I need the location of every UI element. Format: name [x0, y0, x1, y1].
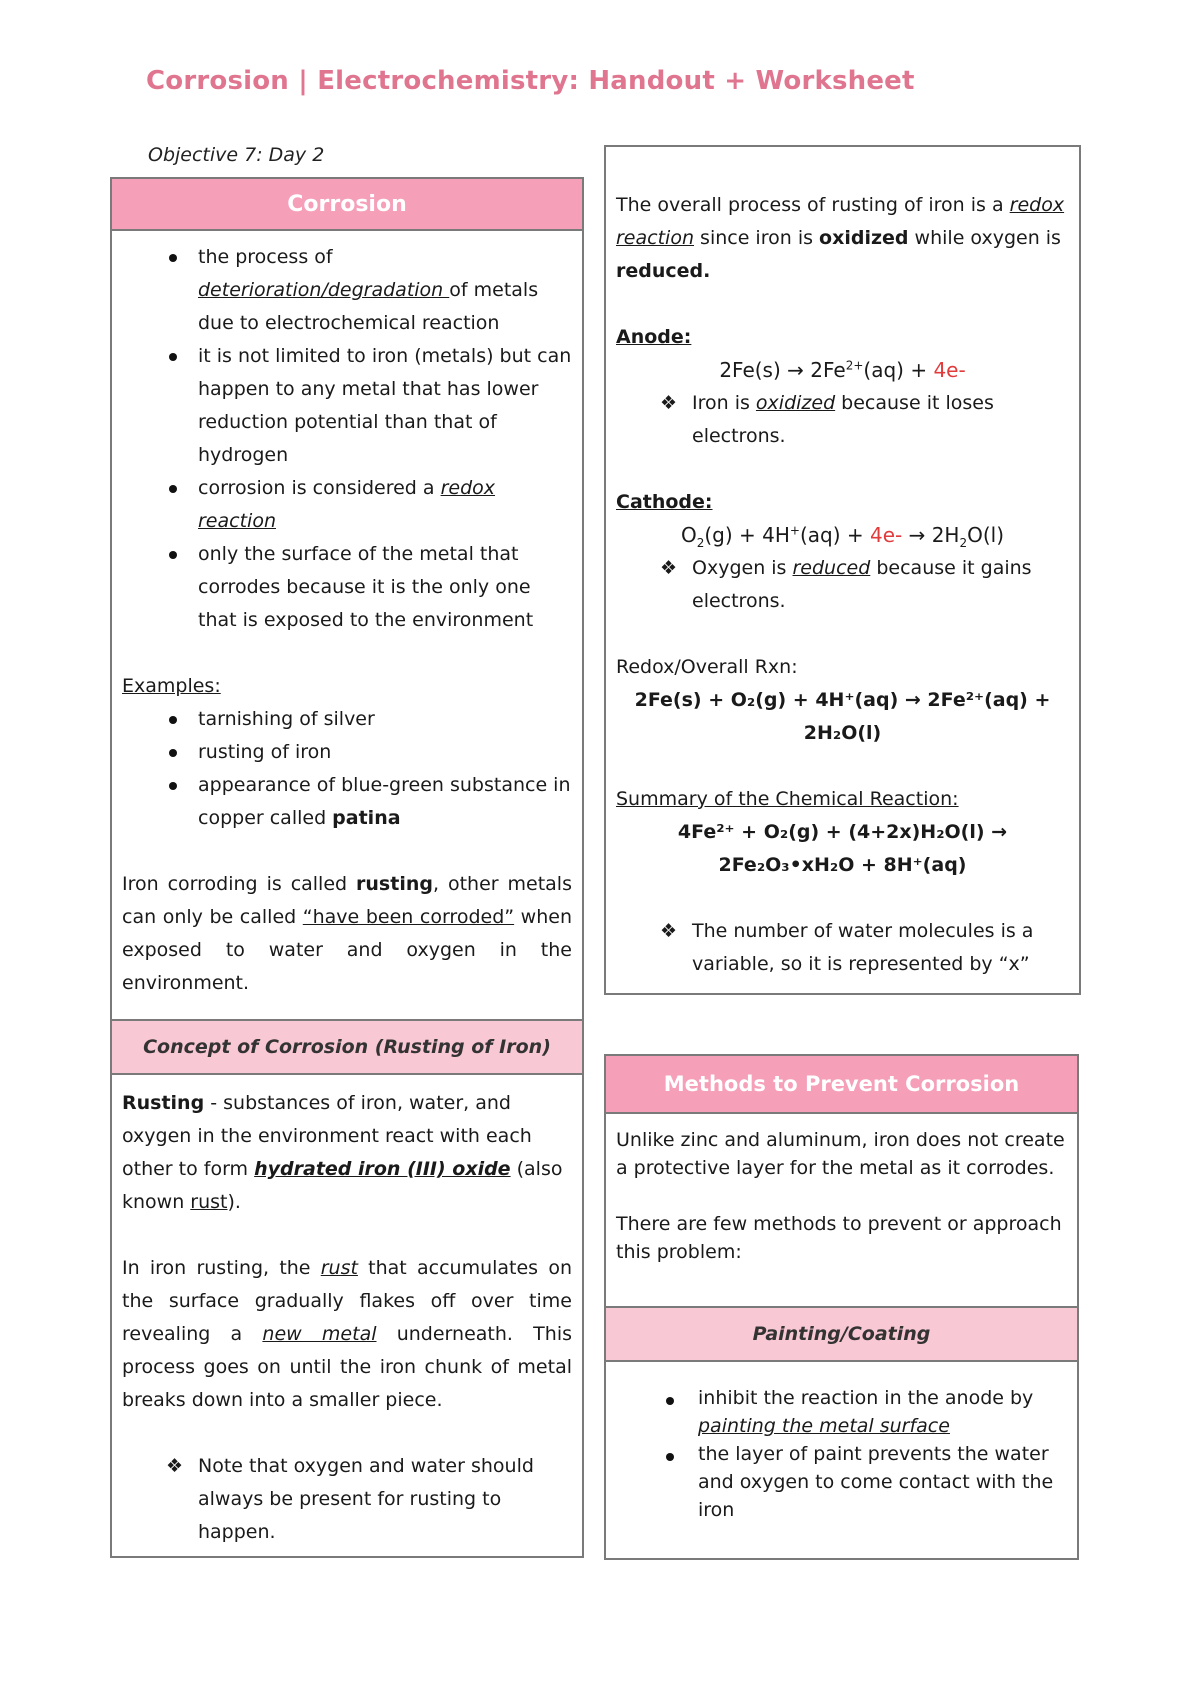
summary-notes [616, 915, 1069, 981]
list-item: the layer of paint prevents the water and oxygen to come contact with the iron [616, 1440, 1067, 1524]
examples-label: Examples: [122, 675, 221, 697]
list-item: appearance of blue-green substance in copper called patina [122, 769, 572, 835]
left-column [110, 177, 584, 1558]
redox-intro: The overall process of rusting of iron is a redox reaction since iron is oxidized while oxygen is reduced. [616, 194, 1065, 282]
methods-box [604, 1054, 1079, 1560]
rusting-paragraph: Iron corroding is called rusting, other metals can only be called “have been corroded” when exposed to water and oxygen in the environment. [122, 873, 572, 994]
methods-para2: There are few methods to prevent or approach this problem: [616, 1213, 1062, 1263]
overall-equation-line1: 2Fe(s) + O₂(g) + 4H⁺(aq) → 2Fe²⁺(aq) + [634, 689, 1051, 711]
corrosion-section [112, 231, 582, 1010]
cathode-notes [616, 552, 1069, 618]
corrosion-header: Corrosion [112, 179, 582, 231]
methods-para1: Unlike zinc and aluminum, iron does not create a protective layer for the metal as it corrodes. [616, 1129, 1065, 1179]
concept-section [112, 1077, 582, 1559]
cathode-equation: $O_2(g) + 4H^+(aq) + 4e- \to 2H_2O(l)$ [680, 523, 1005, 550]
redox-column [604, 145, 1081, 995]
painting-bullets [616, 1384, 1067, 1524]
anode-notes [616, 387, 1069, 453]
list-item: the process of deterioration/degradation of metals due to electrochemical reaction [122, 241, 572, 340]
objective-label: Objective 7: Day 2 [148, 144, 325, 166]
methods-section [606, 1114, 1077, 1276]
corrosion-box [110, 177, 584, 1558]
anode-label: Anode: [616, 326, 692, 348]
list-item: ❖ The number of water molecules is a variable, so it is represented by “x” [616, 915, 1069, 981]
summary-equation-line1: 4Fe²⁺ + O₂(g) + (4+2x)H₂O(l) → [677, 821, 1008, 843]
concept-notes [122, 1450, 572, 1549]
corrosion-bullets [122, 241, 572, 637]
methods-column [604, 1054, 1079, 1560]
summary-label: Summary of the Chemical Reaction: [616, 788, 959, 810]
rusting-definition: Rusting - substances of iron, water, and oxygen in the environment react with each other to form hydrated iron (III) oxide (also known rust). [122, 1092, 563, 1213]
list-item: ❖ Note that oxygen and water should always be present for rusting to happen. [122, 1450, 572, 1549]
page-title: Corrosion | Electrochemistry: Handout + Worksheet [146, 66, 915, 96]
list-item: tarnishing of silver [122, 703, 572, 736]
list-item: it is not limited to iron (metals) but can happen to any metal that has lower reduction potential than that of hydrogen [122, 340, 572, 472]
list-item: ❖ Iron is oxidized because it loses electrons. [616, 387, 1069, 453]
methods-header: Methods to Prevent Corrosion [606, 1056, 1077, 1114]
list-item: corrosion is considered a redox reaction [122, 472, 572, 538]
cathode-label: Cathode: [616, 491, 713, 513]
summary-equation-line2: 2Fe₂O₃•xH₂O + 8H⁺(aq) [718, 854, 967, 876]
anode-equation: $2Fe(s) \to 2Fe^{2+}(aq) + 4e-$ [719, 358, 966, 382]
redox-section [606, 147, 1079, 991]
concept-header: Concept of Corrosion (Rusting of Iron) [112, 1019, 582, 1075]
painting-header: Painting/Coating [606, 1306, 1077, 1362]
list-item: rusting of iron [122, 736, 572, 769]
list-item: only the surface of the metal that corrodes because it is the only one that is exposed to the environment [122, 538, 572, 637]
rusting-process: In iron rusting, the rust that accumulates on the surface gradually flakes off over time revealing a new metal underneath. This process goes on until the iron chunk of metal breaks down into a smaller piece. [122, 1257, 572, 1411]
overall-equation-line2: 2H₂O(l) [803, 722, 882, 744]
redox-box [604, 145, 1081, 995]
painting-section [606, 1374, 1077, 1534]
examples-list [122, 703, 572, 835]
list-item: inhibit the reaction in the anode by painting the metal surface [616, 1384, 1067, 1440]
list-item: ❖ Oxygen is reduced because it gains electrons. [616, 552, 1069, 618]
overall-label: Redox/Overall Rxn: [616, 656, 798, 678]
